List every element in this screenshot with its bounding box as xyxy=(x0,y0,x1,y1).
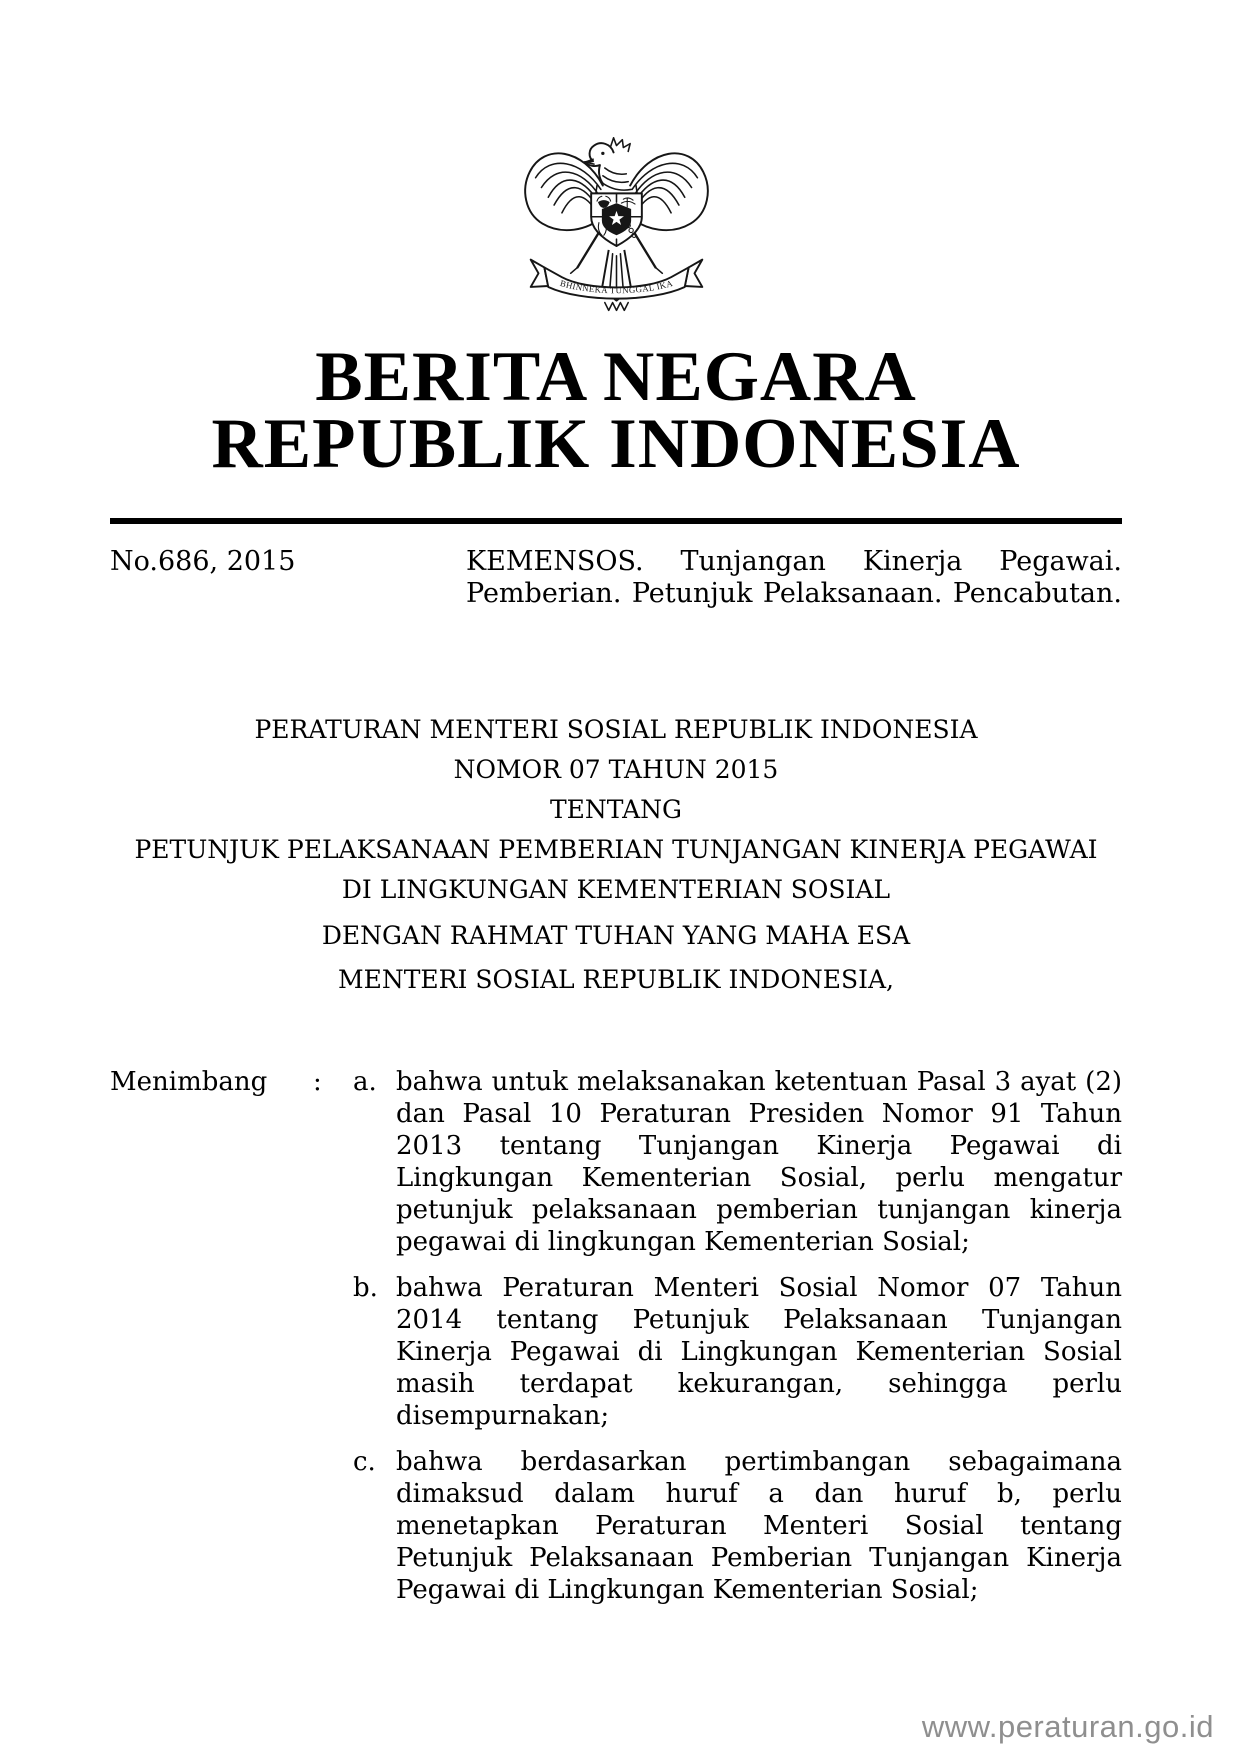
masthead xyxy=(110,338,1122,483)
title-line: TENTANG xyxy=(549,795,682,824)
considerations-section xyxy=(110,1066,1122,1606)
considerations-label: Menimbang xyxy=(110,1067,268,1097)
title-line: PERATURAN MENTERI SOSIAL REPUBLIK INDONESIA xyxy=(254,715,978,744)
garuda-emblem-icon xyxy=(519,123,714,330)
invocation-line: DENGAN RAHMAT TUHAN YANG MAHA ESA xyxy=(321,921,911,950)
consideration-text: bahwa Peraturan Menteri Sosial Nomor 07 Tahun 2014 tentang Petunjuk Pelaksanaan Tunjangan Kinerja Pegawai di Lingkungan Kementerian Sosial masih terdapat kekurangan, sehingga perlu disempurnakan; xyxy=(396,1273,1122,1431)
consideration-marker: c. xyxy=(353,1447,376,1477)
title-line: NOMOR 07 TAHUN 2015 xyxy=(453,755,779,784)
masthead-rule xyxy=(110,518,1122,524)
garuda-pancasila-emblem xyxy=(519,123,714,330)
footer-watermark: www.peraturan.go.id xyxy=(921,1709,1214,1744)
title-line: DI LINGKUNGAN KEMENTERIAN SOSIAL xyxy=(341,875,891,904)
considerations-label-spacer xyxy=(110,1446,313,1606)
considerations-colon: : xyxy=(313,1067,322,1097)
consideration-marker: a. xyxy=(353,1067,377,1097)
gazette-subject-line: Pemberian. Petunjuk Pelaksanaan. Pencabutan. xyxy=(466,578,1122,609)
regulation-title-block xyxy=(110,710,1122,910)
gazette-subject-line: KEMENSOS. Tunjangan Kinerja Pegawai. xyxy=(466,546,1122,577)
title-line: PETUNJUK PELAKSANAAN PEMBERIAN TUNJANGAN KINERJA PEGAWAI xyxy=(134,835,1098,864)
consideration-text: bahwa untuk melaksanakan ketentuan Pasal 3 ayat (2) dan Pasal 10 Peraturan Presiden Nomor 91 Tahun 2013 tentang Tunjangan Kinerja Pegawai di Lingkungan Kementerian Sosial, perlu mengatur petunjuk pelaksanaan pemberian tunjangan kinerja pegawai di lingkungan Kementerian Sosial; xyxy=(396,1067,1122,1257)
authority-line: MENTERI SOSIAL REPUBLIK INDONESIA, xyxy=(338,965,894,994)
considerations-label-spacer xyxy=(110,1272,313,1432)
consideration-text: bahwa berdasarkan pertimbangan sebagaimana dimaksud dalam huruf a dan huruf b, perlu menetapkan Peraturan Menteri Sosial tentang Petunjuk Pelaksanaan Pemberian Tunjangan Kinerja Pegawai di Lingkungan Kementerian Sosial; xyxy=(396,1447,1122,1605)
gazette-header-row xyxy=(110,546,1122,610)
masthead-line-1: BERITA NEGARA xyxy=(315,338,917,416)
gazette-subject xyxy=(466,546,1122,610)
emblem-motto: BHINNEKA TUNGGAL IKA xyxy=(558,277,674,296)
considerations-colon-spacer xyxy=(313,1272,353,1432)
gazette-number: No.686, 2015 xyxy=(110,546,296,577)
consideration-marker: b. xyxy=(353,1273,378,1303)
masthead-line-2: REPUBLIK INDONESIA xyxy=(211,405,1021,483)
considerations-colon-spacer xyxy=(313,1446,353,1606)
